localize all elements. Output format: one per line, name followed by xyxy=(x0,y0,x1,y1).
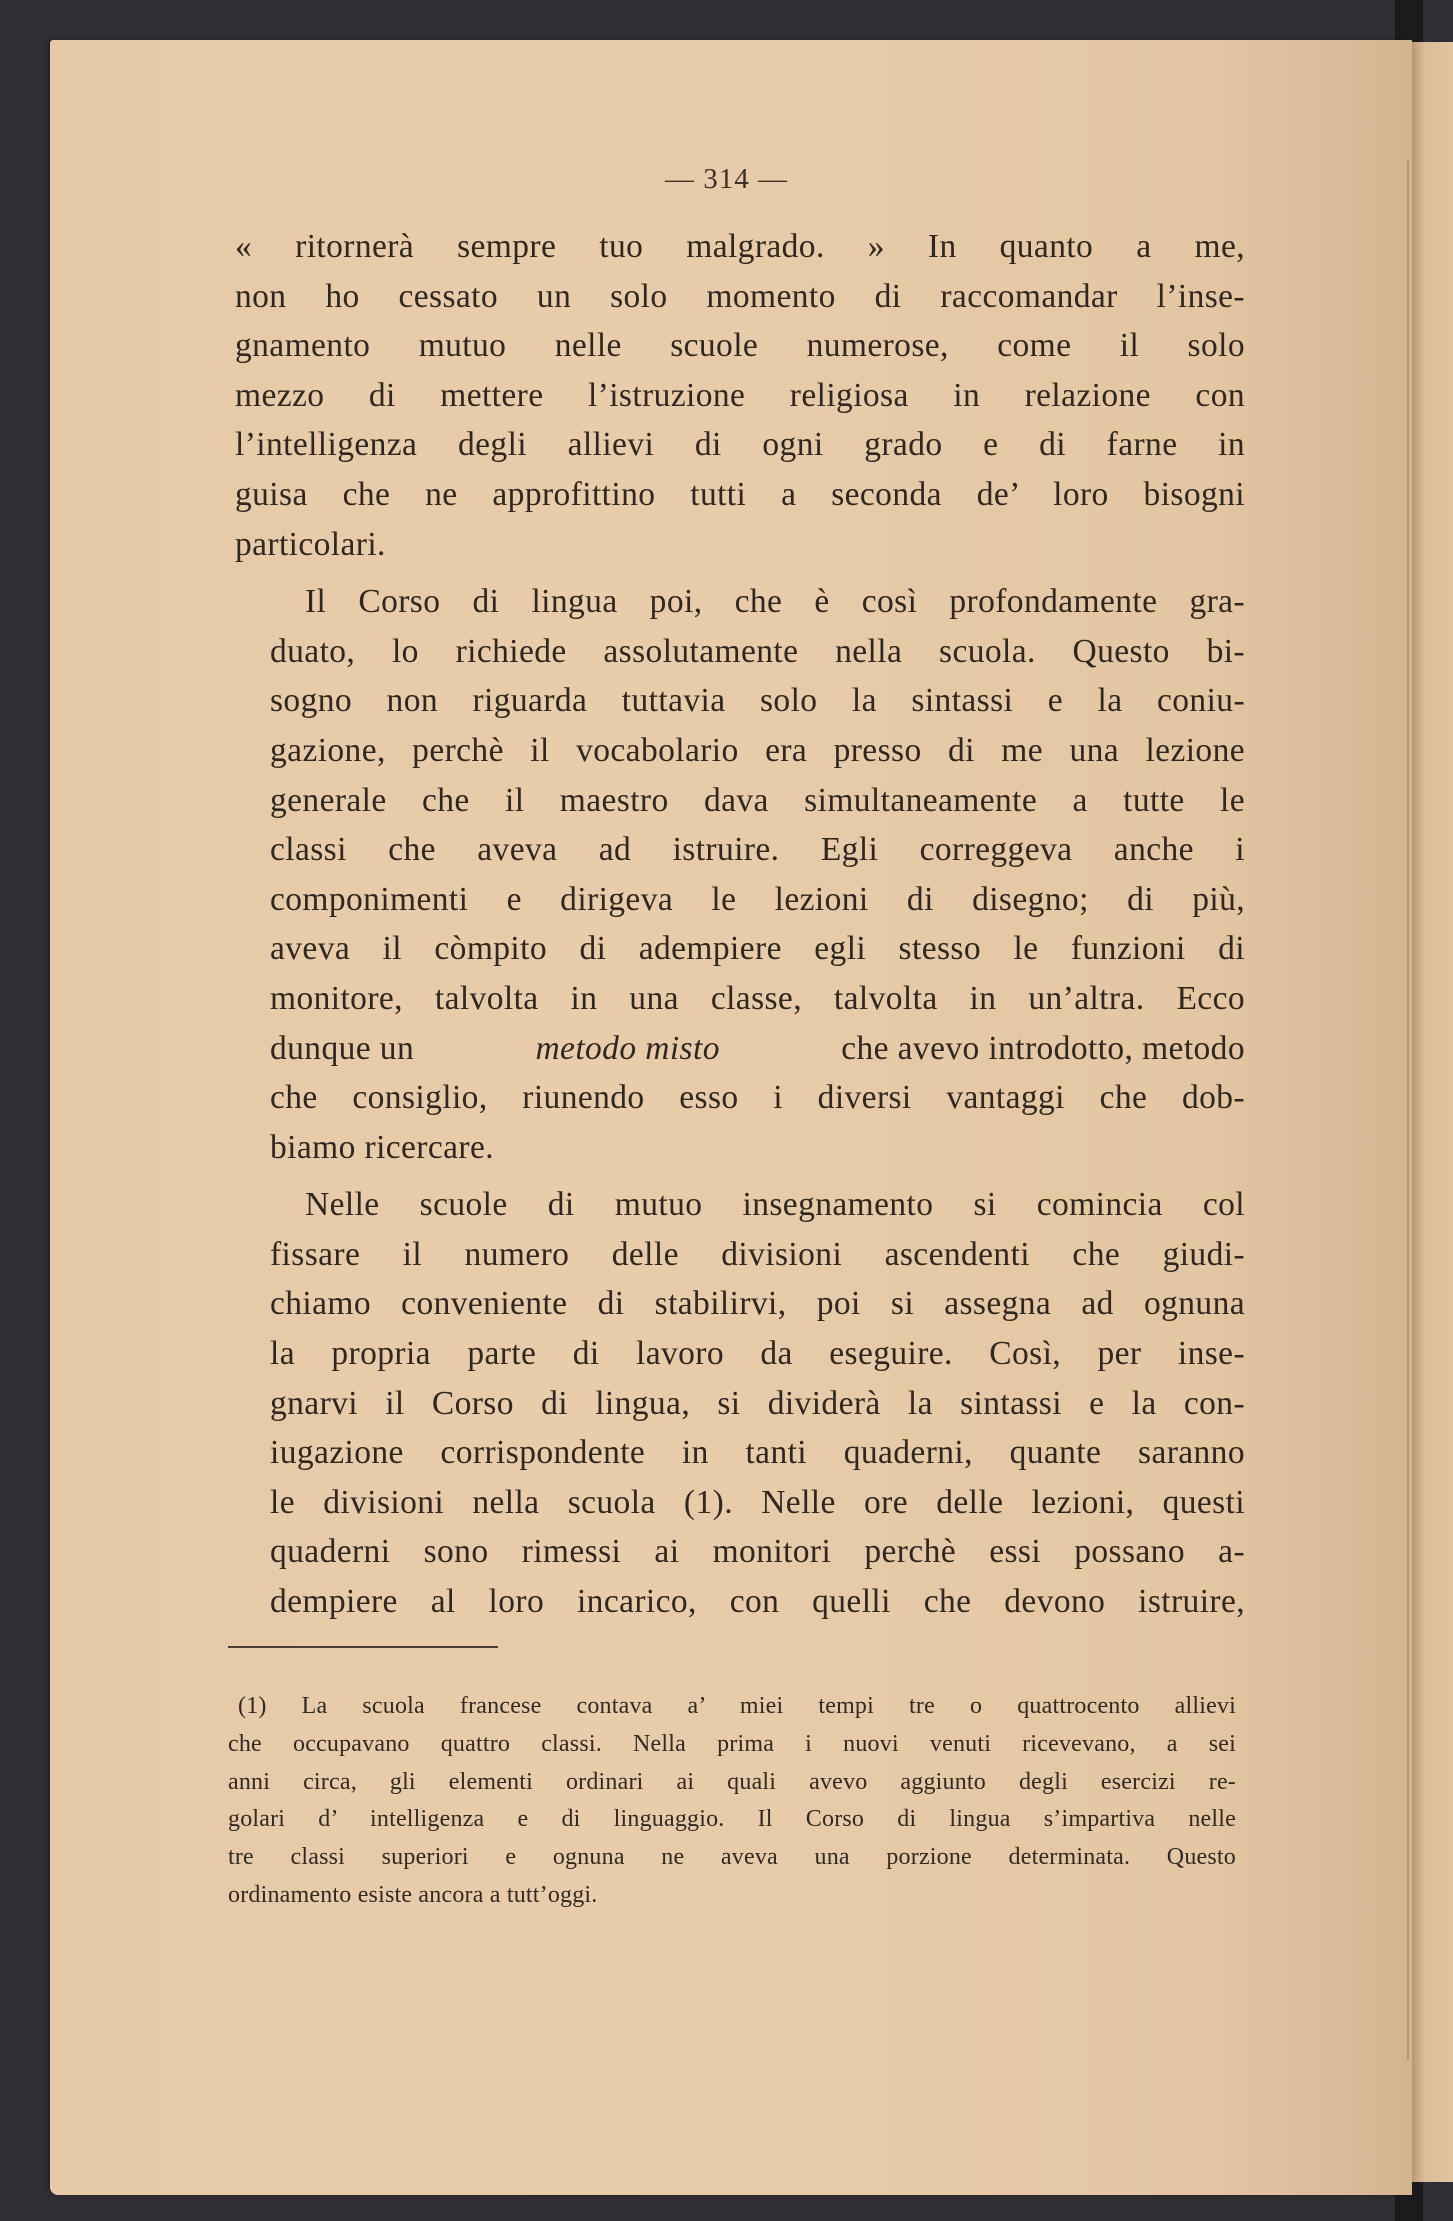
text-line: generale che il maestro dava simultaneamente a tutte le xyxy=(270,781,1245,819)
text-line: guisa che ne approfittino tutti a seconda de’ loro bisogni xyxy=(235,475,1245,513)
footnote-line: ordinamento esiste ancora a tutt’oggi. xyxy=(228,1881,598,1908)
text-line: aveva il còmpito di adempiere egli stesso le funzioni di xyxy=(270,930,1245,968)
text-line: fissare il numero delle divisioni ascendenti che giudi- xyxy=(270,1235,1245,1273)
text-line: biamo ricercare. xyxy=(270,1128,495,1166)
footnote-line: anni circa, gli elementi ordinari ai quali avevo aggiunto degli esercizi re- xyxy=(228,1768,1236,1795)
text-line: l’intelligenza degli allievi di ogni grado e di farne in xyxy=(235,426,1245,464)
paragraph-3 xyxy=(235,1180,1245,1626)
text-line: componimenti e dirigeva le lezioni di disegno; di più, xyxy=(270,880,1245,918)
footnote-separator-rule xyxy=(228,1646,498,1648)
text-line: gnarvi il Corso di lingua, si dividerà la sintassi e la con- xyxy=(270,1384,1245,1422)
text-line: classi che aveva ad istruire. Egli correggeva anche i xyxy=(270,831,1245,869)
text-line: duato, lo richiede assolutamente nella scuola. Questo bi- xyxy=(270,632,1245,670)
text-line: chiamo conveniente di stabilirvi, poi si assegna ad ognuna xyxy=(270,1285,1245,1323)
text-line: la propria parte di lavoro da eseguire. Così, per inse- xyxy=(270,1335,1245,1373)
text-fragment: che avevo introdotto, metodo xyxy=(841,1029,1245,1067)
text-line: mezzo di mettere l’istruzione religiosa in relazione con xyxy=(235,376,1245,414)
footnote xyxy=(228,1688,1236,1915)
text-line: che consiglio, riunendo esso i diversi vantaggi che dob- xyxy=(270,1079,1245,1117)
text-line: Il Corso di lingua poi, che è così profondamente gra- xyxy=(305,583,1245,621)
text-line: le divisioni nella scuola (1). Nelle ore delle lezioni, questi xyxy=(270,1483,1245,1521)
footnote-line: che occupavano quattro classi. Nella prima i nuovi venuti ricevevano, a sei xyxy=(228,1730,1236,1757)
text-line: dempiere al loro incarico, con quelli che devono istruire, xyxy=(270,1583,1245,1621)
text-fragment: dunque un xyxy=(270,1029,415,1067)
text-line: particolari. xyxy=(235,525,386,563)
text-line: sogno non riguarda tuttavia solo la sintassi e la coniu- xyxy=(270,682,1245,720)
text-line: quaderni sono rimessi ai monitori perchè essi possano a- xyxy=(270,1533,1245,1571)
footnote-line: tre classi superiori e ognuna ne aveva una porzione determinata. Questo xyxy=(228,1844,1236,1871)
text-line: iugazione corrispondente in tanti quaderni, quante saranno xyxy=(270,1434,1245,1472)
page-number: — 314 — xyxy=(665,163,788,195)
italic-phrase: metodo misto xyxy=(535,1029,720,1067)
text-line: monitore, talvolta in una classe, talvolta in un’altra. Ecco xyxy=(270,979,1245,1017)
footnote-line: (1) La scuola francese contava a’ miei tempi tre o quattrocento allievi xyxy=(238,1693,1236,1719)
paragraph-1 xyxy=(235,222,1245,569)
footnote-line: golari d’ intelligenza e di linguaggio. Il Corso di lingua s’impartiva nelle xyxy=(228,1806,1236,1833)
text-line-with-italic xyxy=(235,1024,1245,1074)
body-text xyxy=(235,222,1245,1627)
text-line: gazione, perchè il vocabolario era presso di me una lezione xyxy=(270,731,1245,769)
text-line: « ritornerà sempre tuo malgrado. » In quanto a me, xyxy=(235,228,1245,265)
paragraph-2 xyxy=(235,577,1245,1172)
adjacent-page-edge xyxy=(1412,42,1453,2182)
text-line: gnamento mutuo nelle scuole numerose, come il solo xyxy=(235,327,1245,365)
text-line: non ho cessato un solo momento di raccomandar l’inse- xyxy=(235,277,1245,315)
page-fold-crease xyxy=(1407,160,1409,2060)
text-line: Nelle scuole di mutuo insegnamento si comincia col xyxy=(305,1186,1245,1224)
